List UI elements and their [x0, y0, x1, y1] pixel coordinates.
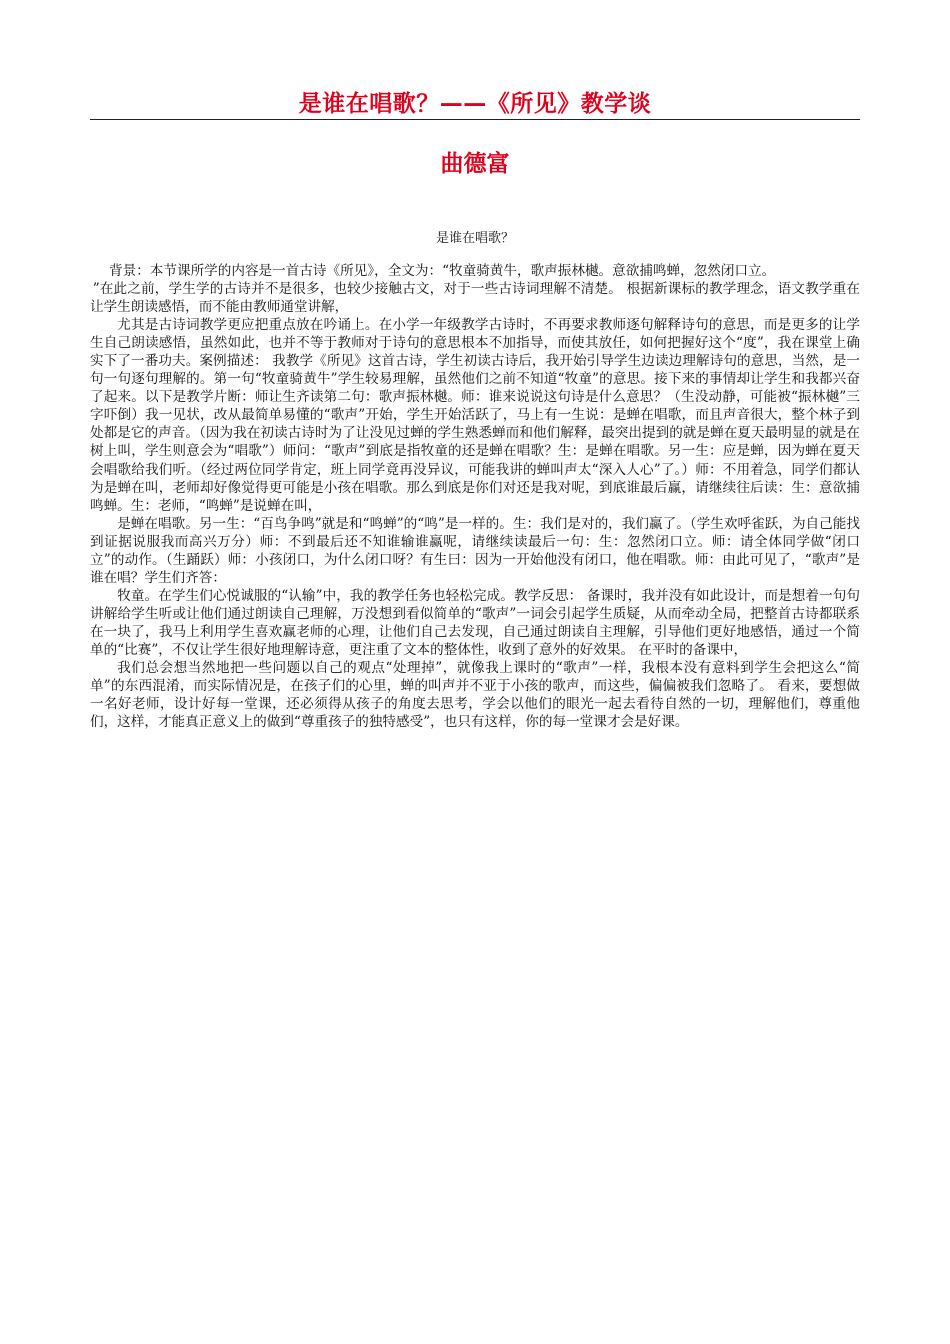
section-subtitle: 是谁在唱歌？ — [435, 231, 514, 246]
page-title: 是谁在唱歌？——《所见》教学谈 — [298, 91, 652, 117]
paragraph-reflection: 牧童。在学生们心悦诚服的“认输”中，我的教学任务也轻松完成。教学反思： 备课时，我并没有如此设计，而是想着一句句讲解给学生听或让他们通过朗读自己理解，万没想到看似简单的“歌声”一词会引起学生质疑，从而牵动全局，把整首古诗都联系在一块了，我马上利用学生喜欢赢老师的心理，让他们自己去发现，自己通过朗读自主理解，引导他们更好地感悟，通过一个简单的“比赛”，不仅让学生很好地理解诗意，更注重了文本的整体性，收到了意外的好效果。 在平时的备课中， — [90, 587, 860, 658]
title-divider — [90, 119, 860, 120]
article-body — [90, 262, 860, 731]
paragraph-case: 尤其是古诗词教学更应把重点放在吟诵上。在小学一年级教学古诗时，不再要求教师逐句解释诗句的意思，而是更多的让学生自己朗读感悟，虽然如此，也并不等于教师对于诗句的意思根本不加指导，而使其放任，如何把握好这个“度”，我在课堂上确实下了一番功夫。案例描述： 我教学《所见》这首古诗，学生初读古诗后，我开始引导学生边读边理解诗句的意思，当然，是一句一句逐句理解的。第一句“牧童骑黄牛”学生较易理解，虽然他们之前不知道“牧童”的意思。接下来的事情却让学生和我都兴奋了起来。以下是教学片断：师让生齐读第二句：歌声振林樾。师：谁来说说这句诗是什么意思？（生没动静，可能被“振林樾”三字吓倒）我一见状，改从最简单易懂的“歌声”开始，学生开始活跃了，马上有一生说：是蝉在唱歌，而且声音很大，整个林子到处都是它的声音。（因为我在初读古诗时为了让没见过蝉的学生熟悉蝉而和他们解释，最突出提到的就是蝉在夏天最明显的就是在树上叫，学生则意会为“唱歌”）师问：“歌声”到底是指牧童的还是蝉在唱歌？生：是蝉在唱歌。另一生：应是蝉，因为蝉在夏天会唱歌给我们听。（经过两位同学肯定，班上同学竟再没异议，可能我讲的蝉叫声太“深入人心”了。）师：不用着急，同学们都认为是蝉在叫，老师却好像觉得更可能是小孩在唱歌。那么到底是你们对还是我对呢，到底谁最后赢，请继续往后读：生：意欲捕鸣蝉。生：老师，“鸣蝉”是说蝉在叫， — [90, 317, 860, 514]
paragraph-conclusion: 我们总会想当然地把一些问题以自己的观点“处理掉”，就像我上课时的“歌声”一样，我根本没有意料到学生会把这么“简单”的东西混淆，而实际情况是，在孩子们的心里，蝉的叫声并不亚于小孩的歌声，而这些，偏偏被我们忽略了。 看来，要想做一名好老师，设计好每一堂课，还必须得从孩子的角度去思考，学会以他们的眼光一起去看待自然的一切，理解他们，尊重他们，这样，才能真正意义上的做到“尊重孩子的独特感受”，也只有这样，你的每一堂课才会是好课。 — [90, 660, 860, 731]
paragraph-background: 背景：本节课所学的内容是一首古诗《所见》，全文为：“牧童骑黄牛，歌声振林樾。意欲捕鸣蝉，忽然闭口立。 — [109, 263, 776, 279]
paragraph-context: ”在此之前，学生学的古诗并不是很多，也较少接触古文，对于一些古诗词理解不清楚。 根据新课标的教学理念，语文教学重在让学生朗读感悟，而不能由教师通堂讲解， — [90, 281, 860, 316]
paragraph-dialogue: 是蝉在唱歌。另一生：“百鸟争鸣”就是和“鸣蝉”的“鸣”是一样的。生：我们是对的，我们赢了。（学生欢呼雀跃，为自己能找到证据说服我而高兴万分）师：不到最后还不知谁输谁赢呢，请继续读最后一句：生：忽然闭口立。师：请全体同学做“闭口立”的动作。（生踊跃）师：小孩闭口，为什么闭口呀？有生曰：因为一开始他没有闭口，他在唱歌。师：由此可见了，“歌声”是谁在唱？学生们齐答： — [90, 515, 860, 586]
author-name: 曲德富 — [440, 151, 510, 177]
